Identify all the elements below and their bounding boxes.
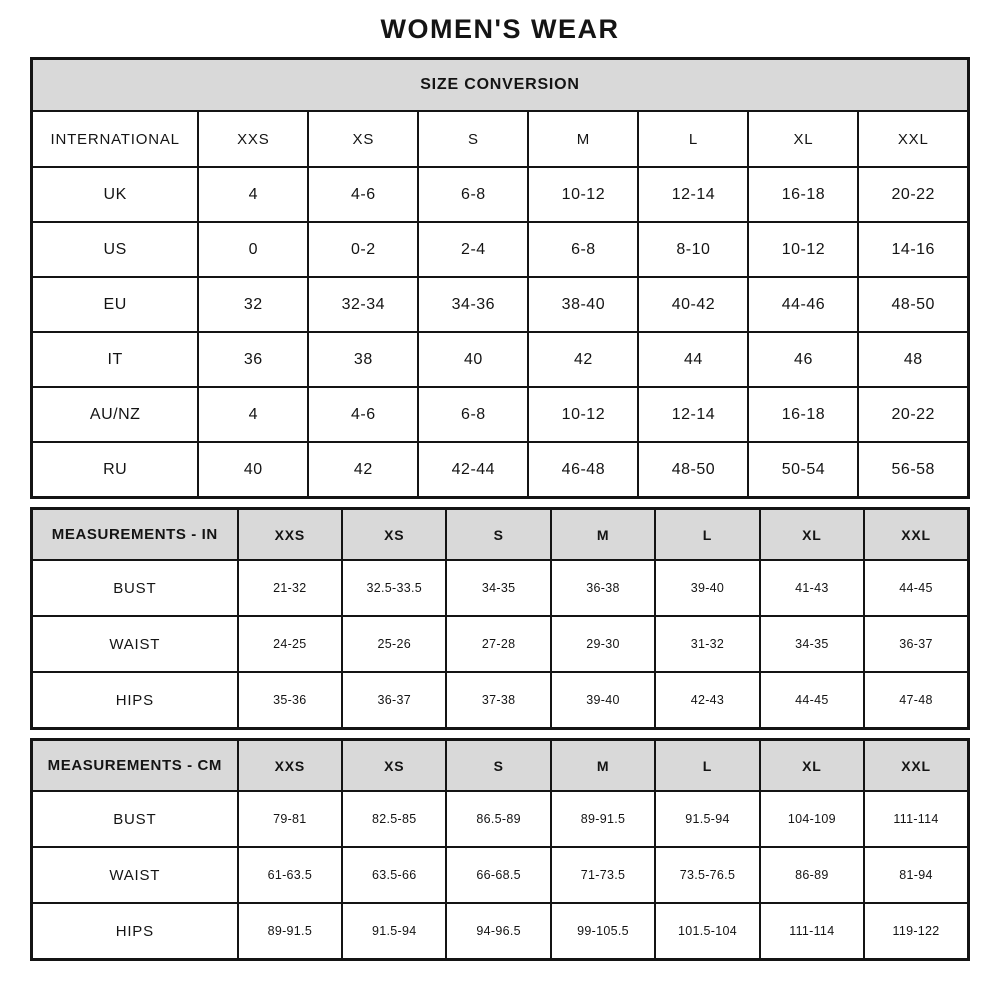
header-xs: XS — [342, 740, 446, 792]
measurement-value-cell: 111-114 — [864, 791, 968, 847]
size-value-cell: 44 — [638, 332, 748, 387]
size-value-cell: 10-12 — [528, 167, 638, 222]
measurement-value-cell: 47-48 — [864, 672, 968, 729]
row-label-ru: RU — [32, 442, 199, 498]
measurement-value-cell: 29-30 — [551, 616, 655, 672]
measurement-value-cell: 89-91.5 — [551, 791, 655, 847]
table-row-hips-in — [32, 672, 969, 729]
size-value-cell: 48 — [858, 332, 968, 387]
measurement-value-cell: 71-73.5 — [551, 847, 655, 903]
measurement-value-cell: 24-25 — [238, 616, 342, 672]
table-row-us — [32, 222, 969, 277]
size-value-cell: 20-22 — [858, 167, 968, 222]
measurement-value-cell: 63.5-66 — [342, 847, 446, 903]
header-xl: XL — [760, 740, 864, 792]
size-value-cell: 48-50 — [858, 277, 968, 332]
header-m: M — [551, 740, 655, 792]
row-label-it: IT — [32, 332, 199, 387]
measurements-cm-header-row — [32, 740, 969, 792]
measurement-value-cell: 104-109 — [760, 791, 864, 847]
measurement-value-cell: 89-91.5 — [238, 903, 342, 960]
size-value-cell: 16-18 — [748, 167, 858, 222]
size-value-cell: 40-42 — [638, 277, 748, 332]
header-l: L — [638, 111, 748, 167]
header-l: L — [655, 740, 759, 792]
table-row-ru — [32, 442, 969, 498]
table-row-bust-cm — [32, 791, 969, 847]
header-xxl: XXL — [864, 509, 968, 561]
measurements-in-table — [30, 507, 970, 730]
size-value-cell: 34-36 — [418, 277, 528, 332]
row-label-bust: BUST — [32, 791, 238, 847]
measurement-value-cell: 39-40 — [551, 672, 655, 729]
size-value-cell: 20-22 — [858, 387, 968, 442]
table-row-uk — [32, 167, 969, 222]
header-s: S — [446, 740, 550, 792]
size-value-cell: 4-6 — [308, 387, 418, 442]
measurement-value-cell: 25-26 — [342, 616, 446, 672]
size-value-cell: 6-8 — [418, 387, 528, 442]
measurement-value-cell: 101.5-104 — [655, 903, 759, 960]
row-label-waist: WAIST — [32, 616, 238, 672]
size-conversion-title: SIZE CONVERSION — [32, 59, 969, 112]
size-value-cell: 12-14 — [638, 167, 748, 222]
size-value-cell: 42 — [528, 332, 638, 387]
measurement-value-cell: 94-96.5 — [446, 903, 550, 960]
measurement-value-cell: 34-35 — [760, 616, 864, 672]
header-m: M — [551, 509, 655, 561]
size-value-cell: 44-46 — [748, 277, 858, 332]
header-xxs: XXS — [238, 740, 342, 792]
row-label-waist: WAIST — [32, 847, 238, 903]
size-value-cell: 38-40 — [528, 277, 638, 332]
measurement-value-cell: 82.5-85 — [342, 791, 446, 847]
header-international: INTERNATIONAL — [32, 111, 199, 167]
table-row-bust-in — [32, 560, 969, 616]
size-value-cell: 40 — [198, 442, 308, 498]
measurement-value-cell: 44-45 — [864, 560, 968, 616]
measurement-value-cell: 34-35 — [446, 560, 550, 616]
measurements-in-title: MEASUREMENTS - IN — [32, 509, 238, 561]
size-value-cell: 42-44 — [418, 442, 528, 498]
measurement-value-cell: 42-43 — [655, 672, 759, 729]
measurement-value-cell: 91.5-94 — [342, 903, 446, 960]
measurement-value-cell: 79-81 — [238, 791, 342, 847]
spacer — [30, 499, 970, 507]
header-xl: XL — [760, 509, 864, 561]
size-value-cell: 32 — [198, 277, 308, 332]
measurement-value-cell: 86-89 — [760, 847, 864, 903]
measurement-value-cell: 35-36 — [238, 672, 342, 729]
table-row-hips-cm — [32, 903, 969, 960]
measurement-value-cell: 36-37 — [342, 672, 446, 729]
size-value-cell: 40 — [418, 332, 528, 387]
header-l: L — [655, 509, 759, 561]
size-value-cell: 46 — [748, 332, 858, 387]
header-xs: XS — [342, 509, 446, 561]
size-value-cell: 50-54 — [748, 442, 858, 498]
size-value-cell: 8-10 — [638, 222, 748, 277]
size-value-cell: 36 — [198, 332, 308, 387]
measurement-value-cell: 36-38 — [551, 560, 655, 616]
measurements-cm-title: MEASUREMENTS - CM — [32, 740, 238, 792]
measurement-value-cell: 111-114 — [760, 903, 864, 960]
size-value-cell: 38 — [308, 332, 418, 387]
header-xxl: XXL — [864, 740, 968, 792]
measurement-value-cell: 32.5-33.5 — [342, 560, 446, 616]
measurement-value-cell: 27-28 — [446, 616, 550, 672]
size-value-cell: 46-48 — [528, 442, 638, 498]
measurement-value-cell: 66-68.5 — [446, 847, 550, 903]
size-value-cell: 10-12 — [528, 387, 638, 442]
row-label-bust: BUST — [32, 560, 238, 616]
measurement-value-cell: 119-122 — [864, 903, 968, 960]
size-value-cell: 2-4 — [418, 222, 528, 277]
size-value-cell: 4 — [198, 167, 308, 222]
size-value-cell: 48-50 — [638, 442, 748, 498]
measurement-value-cell: 41-43 — [760, 560, 864, 616]
row-label-eu: EU — [32, 277, 199, 332]
size-conversion-header-row — [32, 111, 969, 167]
header-m: M — [528, 111, 638, 167]
row-label-uk: UK — [32, 167, 199, 222]
header-xxl: XXL — [858, 111, 968, 167]
size-value-cell: 16-18 — [748, 387, 858, 442]
size-value-cell: 32-34 — [308, 277, 418, 332]
table-row-aunz — [32, 387, 969, 442]
size-value-cell: 56-58 — [858, 442, 968, 498]
size-value-cell: 6-8 — [418, 167, 528, 222]
measurement-value-cell: 37-38 — [446, 672, 550, 729]
row-label-hips: HIPS — [32, 672, 238, 729]
header-s: S — [446, 509, 550, 561]
measurement-value-cell: 31-32 — [655, 616, 759, 672]
size-value-cell: 10-12 — [748, 222, 858, 277]
page-title: WOMEN'S WEAR — [380, 14, 620, 44]
size-value-cell: 4-6 — [308, 167, 418, 222]
measurements-cm-table — [30, 738, 970, 961]
measurement-value-cell: 86.5-89 — [446, 791, 550, 847]
header-xxs: XXS — [198, 111, 308, 167]
size-conversion-table — [30, 57, 970, 499]
header-xl: XL — [748, 111, 858, 167]
size-value-cell: 4 — [198, 387, 308, 442]
measurement-value-cell: 73.5-76.5 — [655, 847, 759, 903]
header-s: S — [418, 111, 528, 167]
size-value-cell: 0-2 — [308, 222, 418, 277]
measurement-value-cell: 44-45 — [760, 672, 864, 729]
size-value-cell: 6-8 — [528, 222, 638, 277]
measurements-in-header-row — [32, 509, 969, 561]
size-value-cell: 0 — [198, 222, 308, 277]
header-xxs: XXS — [238, 509, 342, 561]
measurement-value-cell: 39-40 — [655, 560, 759, 616]
table-row-waist-cm — [32, 847, 969, 903]
measurement-value-cell: 91.5-94 — [655, 791, 759, 847]
spacer — [30, 730, 970, 738]
measurement-value-cell: 61-63.5 — [238, 847, 342, 903]
size-value-cell: 12-14 — [638, 387, 748, 442]
row-label-hips: HIPS — [32, 903, 238, 960]
size-value-cell: 14-16 — [858, 222, 968, 277]
table-row-waist-in — [32, 616, 969, 672]
measurement-value-cell: 21-32 — [238, 560, 342, 616]
size-conversion-title-row — [32, 59, 969, 112]
measurement-value-cell: 36-37 — [864, 616, 968, 672]
table-row-it — [32, 332, 969, 387]
measurement-value-cell: 81-94 — [864, 847, 968, 903]
size-value-cell: 42 — [308, 442, 418, 498]
table-row-eu — [32, 277, 969, 332]
measurement-value-cell: 99-105.5 — [551, 903, 655, 960]
row-label-us: US — [32, 222, 199, 277]
header-xs: XS — [308, 111, 418, 167]
row-label-aunz: AU/NZ — [32, 387, 199, 442]
